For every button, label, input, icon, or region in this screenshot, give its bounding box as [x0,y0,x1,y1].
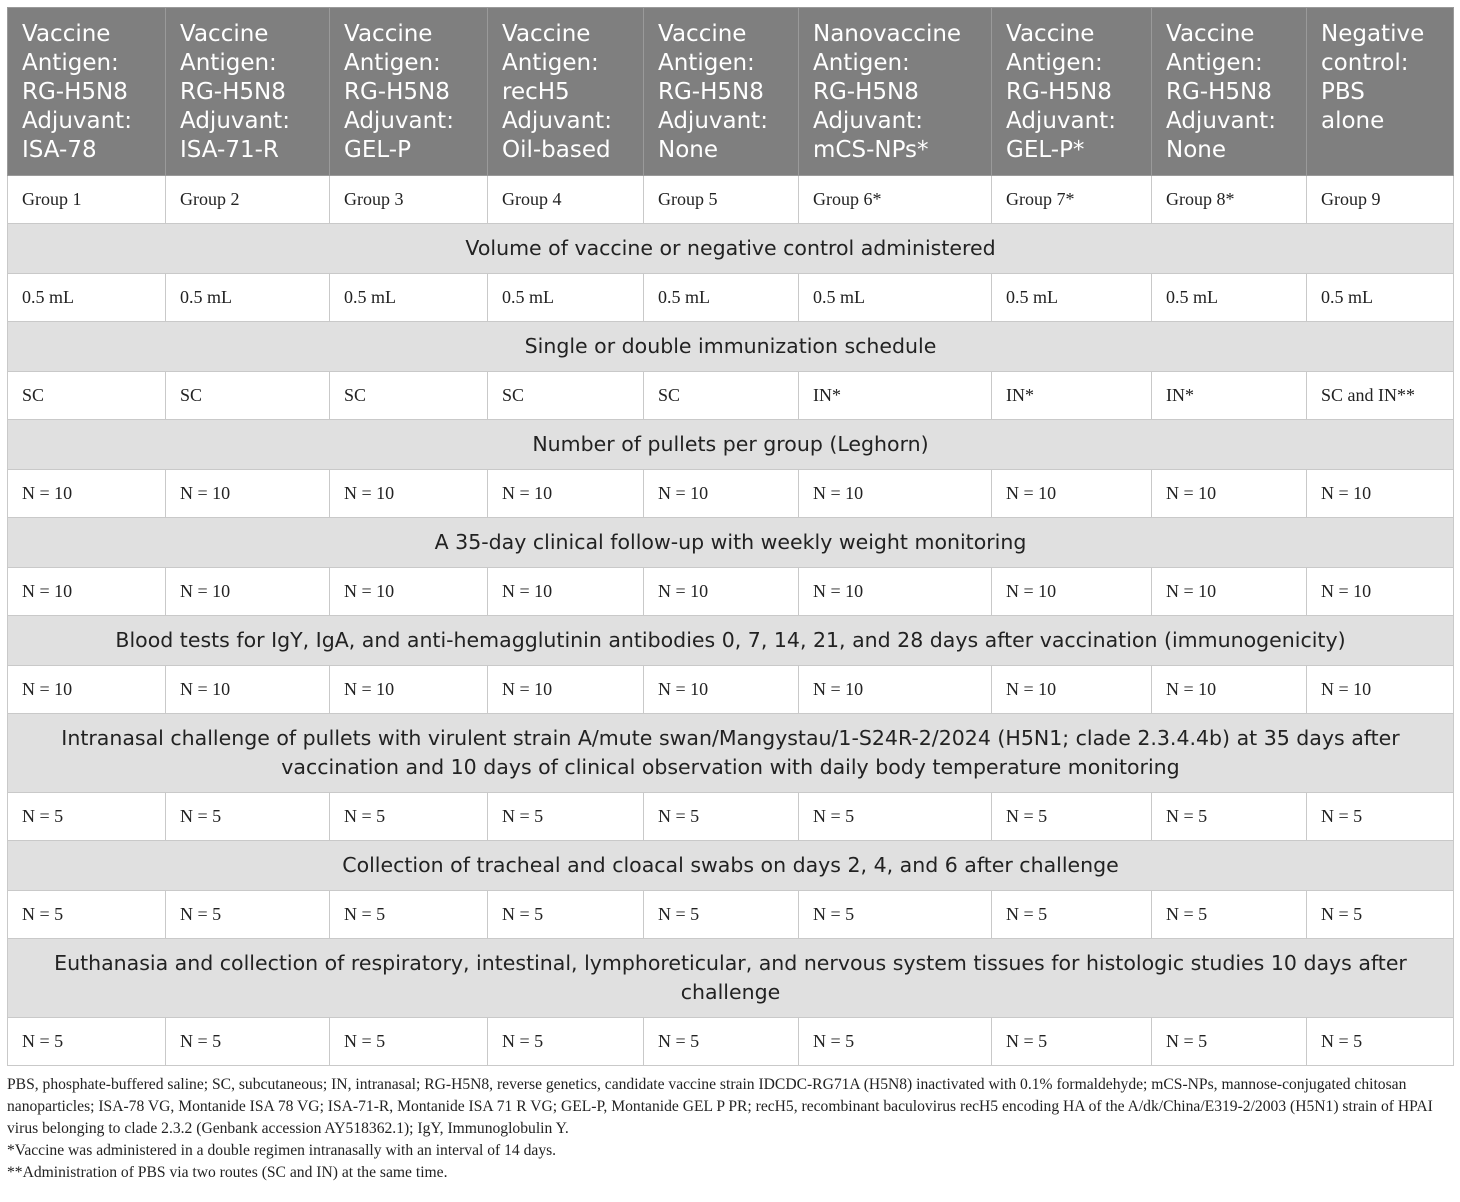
value-cell: N = 5 [166,891,330,939]
value-cell: N = 5 [1307,1018,1454,1066]
value-cell: N = 10 [992,666,1152,714]
section-header-row [8,224,1454,274]
value-cell: N = 5 [166,793,330,841]
value-cell: N = 10 [488,666,644,714]
value-cell: N = 5 [992,1018,1152,1066]
column-header: Vaccine Antigen: RG-H5N8 Adjuvant: GEL-P* [992,8,1152,176]
value-cell: N = 10 [166,666,330,714]
value-cell: N = 10 [1152,666,1307,714]
value-cell: N = 10 [992,470,1152,518]
section-values-row [8,666,1454,714]
group-cell: Group 7* [992,176,1152,224]
value-cell: N = 10 [166,470,330,518]
value-cell: N = 5 [799,793,992,841]
group-cell: Group 9 [1307,176,1454,224]
section-header-row [8,714,1454,793]
section-title: Volume of vaccine or negative control administered [8,224,1454,274]
value-cell: N = 5 [799,1018,992,1066]
value-cell: N = 5 [488,1018,644,1066]
value-cell: N = 10 [799,568,992,616]
value-cell: N = 10 [799,666,992,714]
section-values-row [8,568,1454,616]
section-header-row [8,322,1454,372]
group-cell: Group 5 [644,176,799,224]
group-cell: Group 6* [799,176,992,224]
value-cell: N = 10 [644,470,799,518]
group-cell: Group 8* [1152,176,1307,224]
column-header: Vaccine Antigen: RG-H5N8 Adjuvant: GEL-P [330,8,488,176]
section-header-row [8,939,1454,1018]
value-cell: N = 5 [799,891,992,939]
table-body [8,176,1454,1066]
value-cell: N = 10 [1152,470,1307,518]
value-cell: N = 10 [1307,470,1454,518]
value-cell: 0.5 mL [1152,274,1307,322]
section-title: Euthanasia and collection of respiratory, intestinal, lymphoreticular, and nervous system tissues for histologic studies 10 days after challenge [8,939,1454,1018]
footnote-single-asterisk: *Vaccine was administered in a double regimen intranasally with an interval of 14 days. [7,1142,557,1159]
section-values-row [8,793,1454,841]
group-row [8,176,1454,224]
study-design-table-container [7,7,1453,1066]
value-cell: N = 10 [330,666,488,714]
section-values-row [8,891,1454,939]
value-cell: N = 10 [8,568,166,616]
value-cell: N = 10 [488,470,644,518]
value-cell: N = 10 [992,568,1152,616]
value-cell: N = 10 [799,470,992,518]
value-cell: N = 5 [1307,891,1454,939]
group-cell: Group 4 [488,176,644,224]
value-cell: N = 5 [488,793,644,841]
section-title: Intranasal challenge of pullets with virulent strain A/mute swan/Mangystau/1-S24R-2/2024 (H5N1; clade 2.3.4.4b) at 35 days after vaccination and 10 days of clinical observation with daily body temperature monitoring [8,714,1454,793]
header-row [8,8,1454,176]
section-header-row [8,616,1454,666]
section-title: Single or double immunization schedule [8,322,1454,372]
column-header: Vaccine Antigen: RG-H5N8 Adjuvant: ISA-71-R [166,8,330,176]
footnote-double-asterisk: **Administration of PBS via two routes (SC and IN) at the same time. [7,1164,448,1181]
value-cell: 0.5 mL [330,274,488,322]
study-design-table [7,7,1454,1066]
value-cell: N = 5 [1307,793,1454,841]
value-cell: 0.5 mL [488,274,644,322]
section-title: A 35-day clinical follow-up with weekly weight monitoring [8,518,1454,568]
column-header: Nanovaccine Antigen: RG-H5N8 Adjuvant: mCS-NPs* [799,8,992,176]
column-header: Vaccine Antigen: RG-H5N8 Adjuvant: None [644,8,799,176]
column-header: Vaccine Antigen: RG-H5N8 Adjuvant: ISA-78 [8,8,166,176]
value-cell: N = 5 [992,891,1152,939]
value-cell: N = 5 [330,793,488,841]
section-values-row [8,1018,1454,1066]
value-cell: N = 10 [644,568,799,616]
value-cell: SC [8,372,166,420]
value-cell: N = 5 [992,793,1152,841]
value-cell: 0.5 mL [992,274,1152,322]
value-cell: N = 5 [488,891,644,939]
value-cell: N = 10 [8,470,166,518]
value-cell: N = 10 [488,568,644,616]
value-cell: N = 10 [1152,568,1307,616]
value-cell: N = 10 [330,568,488,616]
value-cell: N = 5 [8,891,166,939]
value-cell: SC [644,372,799,420]
value-cell: N = 5 [166,1018,330,1066]
value-cell: N = 5 [1152,793,1307,841]
value-cell: N = 5 [330,1018,488,1066]
section-header-row [8,841,1454,891]
value-cell: N = 10 [1307,568,1454,616]
value-cell: 0.5 mL [166,274,330,322]
column-header: Vaccine Antigen: RG-H5N8 Adjuvant: None [1152,8,1307,176]
value-cell: SC [488,372,644,420]
value-cell: IN* [992,372,1152,420]
value-cell: IN* [1152,372,1307,420]
column-header: Vaccine Antigen: recH5 Adjuvant: Oil-based [488,8,644,176]
section-header-row [8,420,1454,470]
value-cell: N = 5 [8,1018,166,1066]
table-footnotes [7,1074,1453,1184]
value-cell: 0.5 mL [644,274,799,322]
value-cell: N = 10 [1307,666,1454,714]
value-cell: N = 5 [330,891,488,939]
value-cell: N = 10 [330,470,488,518]
section-title: Collection of tracheal and cloacal swabs on days 2, 4, and 6 after challenge [8,841,1454,891]
value-cell: 0.5 mL [1307,274,1454,322]
value-cell: N = 5 [644,891,799,939]
section-values-row [8,274,1454,322]
value-cell: N = 5 [1152,1018,1307,1066]
column-header: Negative control: PBS alone [1307,8,1454,176]
group-cell: Group 2 [166,176,330,224]
value-cell: N = 5 [8,793,166,841]
section-values-row [8,470,1454,518]
value-cell: 0.5 mL [8,274,166,322]
value-cell: 0.5 mL [799,274,992,322]
value-cell: SC and IN** [1307,372,1454,420]
value-cell: N = 5 [644,793,799,841]
section-title: Number of pullets per group (Leghorn) [8,420,1454,470]
group-cell: Group 1 [8,176,166,224]
value-cell: SC [330,372,488,420]
value-cell: N = 10 [644,666,799,714]
value-cell: SC [166,372,330,420]
value-cell: N = 5 [1152,891,1307,939]
value-cell: N = 5 [644,1018,799,1066]
value-cell: IN* [799,372,992,420]
section-header-row [8,518,1454,568]
section-title: Blood tests for IgY, IgA, and anti-hemagglutinin antibodies 0, 7, 14, 21, and 28 days after vaccination (immunogenicity) [8,616,1454,666]
footnote-abbreviations: PBS, phosphate-buffered saline; SC, subcutaneous; IN, intranasal; RG-H5N8, reverse genetics, candidate vaccine strain IDCDC-RG71A (H5N8) inactivated with 0.1% formaldehyde; mCS-NPs, mannose-conjugated chitosan nanoparticles; ISA-78 VG, Montanide ISA 78 VG; ISA-71-R, Montanide ISA 71 R VG; GEL-P, Montanide GEL P PR; recH5, recombinant baculovirus recH5 encoding HA of the A/dk/China/E319-2/2003 (H5N1) strain of HPAI virus belonging to clade 2.3.2 (Genbank accession AY518362.1); IgY, Immunoglobulin Y. [7,1076,1433,1137]
value-cell: N = 10 [8,666,166,714]
value-cell: N = 10 [166,568,330,616]
group-cell: Group 3 [330,176,488,224]
section-values-row [8,372,1454,420]
